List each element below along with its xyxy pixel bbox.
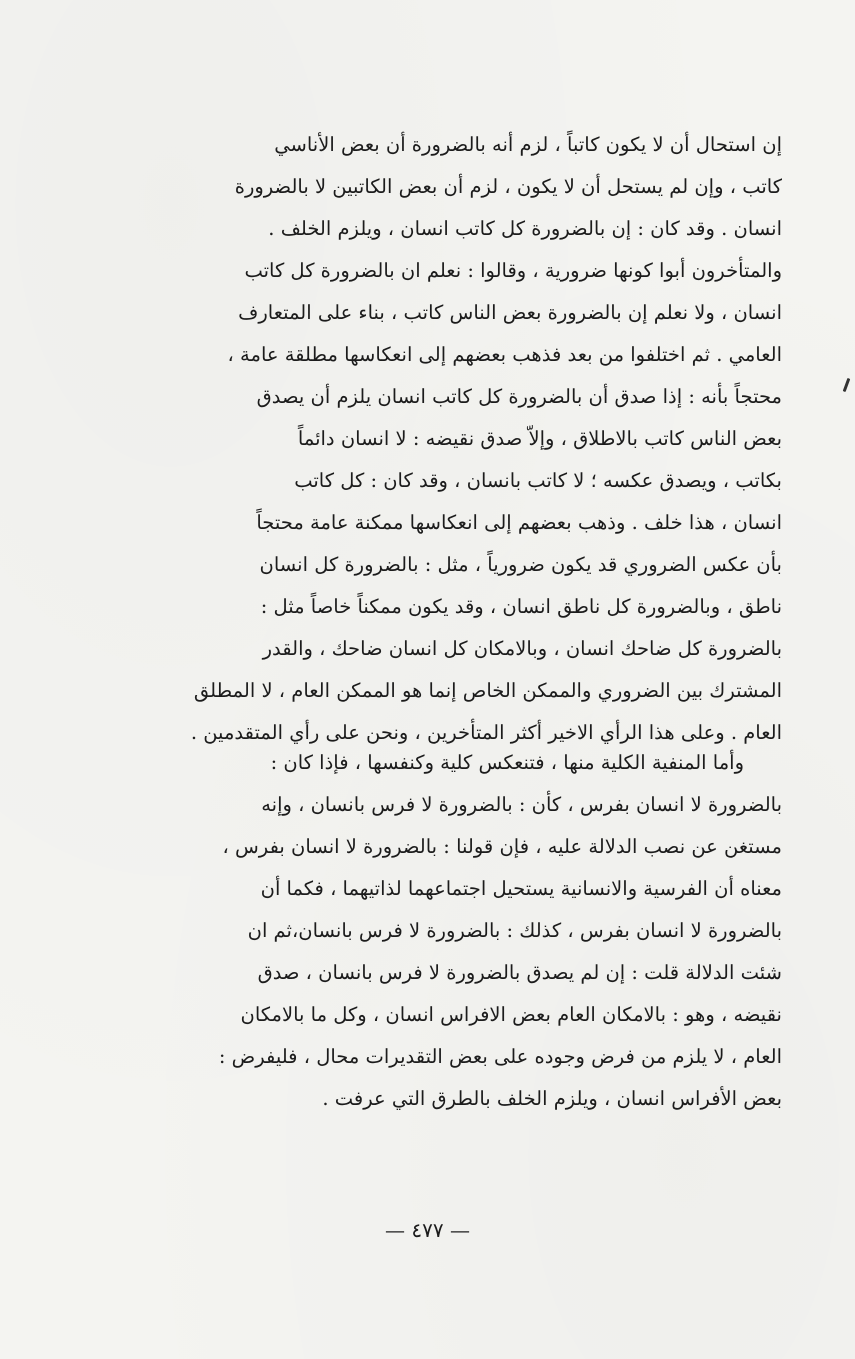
paragraph-1 — [134, 124, 782, 754]
text-line: بالضرورة لا انسان بفرس ، كأن : بالضرورة لا فرس بانسان ، وإنه — [261, 793, 782, 816]
text-line: انسان . وقد كان : إن بالضرورة كل كاتب انسان ، ويلزم الخلف . — [268, 217, 782, 240]
text-line: انسان ، هذا خلف . وذهب بعضهم إلى انعكاسها ممكنة عامة محتجاً — [256, 511, 782, 534]
text-line: بالضرورة لا انسان بفرس ، كذلك : بالضرورة لا فرس بانسان،ثم ان — [247, 919, 782, 942]
text-line: بعض الناس كاتب بالاطلاق ، وإلاّ صدق نقيضه : لا انسان دائماً — [297, 427, 782, 450]
text-line: محتجاً بأنه : إذا صدق أن بالضرورة كل كاتب انسان يلزم أن يصدق — [256, 385, 782, 408]
text-line: نقيضه ، وهو : بالامكان العام بعض الافراس انسان ، وكل ما بالامكان — [240, 1003, 782, 1026]
text-line: وأما المنفية الكلية منها ، فتنعكس كلية وكنفسها ، فإذا كان : — [270, 751, 744, 774]
text-line: والمتأخرون أبوا كونها ضرورية ، وقالوا : نعلم ان بالضرورة كل كاتب — [244, 259, 782, 282]
text-line: كاتب ، وإن لم يستحل أن لا يكون ، لزم أن بعض الكاتبين لا بالضرورة — [234, 175, 782, 198]
text-line: بعض الأفراس انسان ، ويلزم الخلف بالطرق التي عرفت . — [322, 1087, 782, 1110]
paragraph-2 — [134, 742, 782, 1120]
text-line: انسان ، ولا نعلم إن بالضرورة بعض الناس كاتب ، بناء على المتعارف — [238, 301, 782, 324]
text-line: بالضرورة كل ضاحك انسان ، وبالامكان كل انسان ضاحك ، والقدر — [262, 637, 782, 660]
margin-mark — [843, 378, 851, 392]
text-line: بكاتب ، ويصدق عكسه ؛ لا كاتب بانسان ، وقد كان : كل كاتب — [294, 469, 782, 492]
text-line: ناطق ، وبالضرورة كل ناطق انسان ، وقد يكون ممكناً خاصاً مثل : — [260, 595, 782, 618]
text-line: العام . وعلى هذا الرأي الاخير أكثر المتأخرين ، ونحن على رأي المتقدمين . — [190, 721, 782, 744]
text-line: بأن عكس الضروري قد يكون ضرورياً ، مثل : بالضرورة كل انسان — [259, 553, 782, 576]
text-line: شئت الدلالة قلت : إن لم يصدق بالضرورة لا فرس بانسان ، صدق — [257, 961, 782, 984]
text-line: العامي . ثم اختلفوا من بعد فذهب بعضهم إلى انعكاسها مطلقة عامة ، — [227, 343, 782, 366]
text-line: إن استحال أن لا يكون كاتباً ، لزم أنه بالضرورة أن بعض الأناسي — [274, 133, 782, 156]
text-line: معناه أن الفرسية والانسانية يستحيل اجتماعهما لذاتيهما ، فكما أن — [260, 877, 782, 900]
text-line: مستغن عن نصب الدلالة عليه ، فإن قولنا : بالضرورة لا انسان بفرس ، — [222, 835, 782, 858]
text-line: العام ، لا يلزم من فرض وجوده على بعض التقديرات محال ، فليفرض : — [218, 1045, 782, 1068]
page-number: — ٤٧٧ — — [385, 1218, 470, 1242]
text-line: المشترك بين الضروري والممكن الخاص إنما هو الممكن العام ، لا المطلق — [193, 679, 782, 702]
